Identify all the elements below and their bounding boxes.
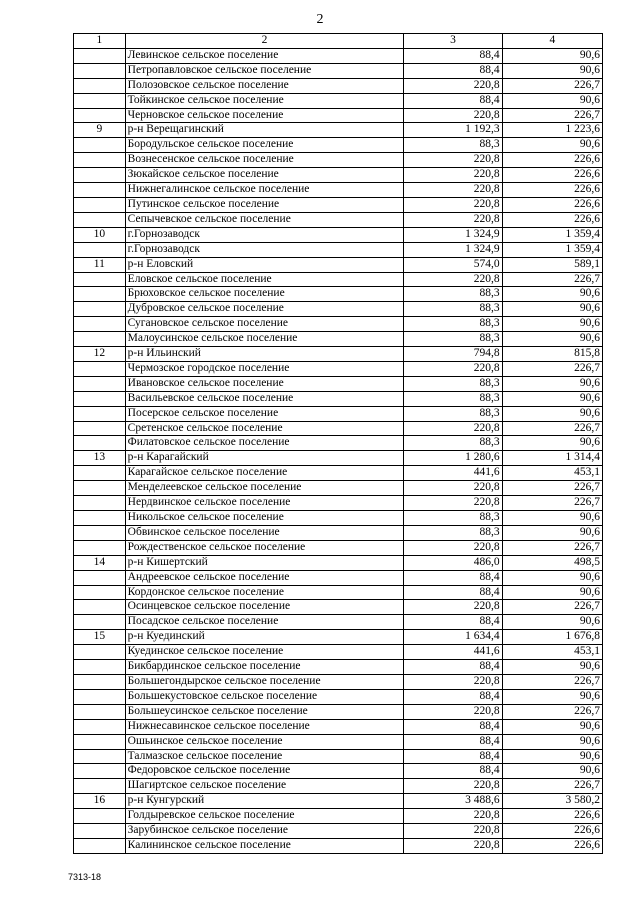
column-4-value-cell: 226,6 [502, 197, 602, 212]
row-number-cell [74, 48, 126, 63]
column-3-value-cell: 220,8 [404, 197, 502, 212]
table-row [74, 317, 603, 332]
municipality-name-cell: г.Горнозаводск [125, 242, 404, 257]
column-4-value-cell: 90,6 [502, 719, 602, 734]
column-4-value-cell: 90,6 [502, 406, 602, 421]
row-number-cell [74, 466, 126, 481]
column-4-value-cell: 226,6 [502, 153, 602, 168]
column-4-value-cell: 453,1 [502, 645, 602, 660]
column-3-value-cell: 220,8 [404, 421, 502, 436]
table-row [74, 361, 603, 376]
column-4-value-cell: 90,6 [502, 615, 602, 630]
column-3-value-cell: 1 634,4 [404, 630, 502, 645]
table-row [74, 421, 603, 436]
table-row [74, 332, 603, 347]
column-3-value-cell: 574,0 [404, 257, 502, 272]
column-4-value-cell: 226,7 [502, 496, 602, 511]
table-row [74, 78, 603, 93]
column-4-value-cell: 226,7 [502, 704, 602, 719]
column-4-value-cell: 498,5 [502, 555, 602, 570]
column-3-value-cell: 88,4 [404, 63, 502, 78]
row-number-cell [74, 615, 126, 630]
column-4-value-cell: 226,6 [502, 809, 602, 824]
row-number-cell [74, 421, 126, 436]
table-row [74, 615, 603, 630]
column-4-value-cell: 226,6 [502, 183, 602, 198]
table-row [74, 645, 603, 660]
table-row [74, 481, 603, 496]
municipality-name-cell: Андреевское сельское поселение [125, 570, 404, 585]
row-number-cell: 15 [74, 630, 126, 645]
column-4-value-cell: 90,6 [502, 138, 602, 153]
table-row [74, 406, 603, 421]
table-row [74, 496, 603, 511]
municipality-name-cell: Посадское сельское поселение [125, 615, 404, 630]
row-number-cell [74, 570, 126, 585]
municipality-name-cell: Бородульское сельское поселение [125, 138, 404, 153]
column-header-2: 2 [125, 34, 404, 49]
row-number-cell [74, 376, 126, 391]
table-row [74, 764, 603, 779]
table-row [74, 779, 603, 794]
table-row [74, 719, 603, 734]
municipality-name-cell: Голдыревское сельское поселение [125, 809, 404, 824]
row-number-cell: 14 [74, 555, 126, 570]
table-row-district [74, 123, 603, 138]
table-row-district [74, 630, 603, 645]
municipality-name-cell: р-н Кишертский [125, 555, 404, 570]
municipality-name-cell: Карагайское сельское поселение [125, 466, 404, 481]
row-number-cell [74, 749, 126, 764]
row-number-cell [74, 496, 126, 511]
column-4-value-cell: 453,1 [502, 466, 602, 481]
column-4-value-cell: 90,6 [502, 332, 602, 347]
row-number-cell [74, 317, 126, 332]
column-4-value-cell: 815,8 [502, 347, 602, 362]
table-row [74, 525, 603, 540]
column-3-value-cell: 794,8 [404, 347, 502, 362]
row-number-cell [74, 153, 126, 168]
municipality-name-cell: Петропавловское сельское поселение [125, 63, 404, 78]
table-row [74, 838, 603, 853]
row-number-cell [74, 183, 126, 198]
column-3-value-cell: 220,8 [404, 824, 502, 839]
column-4-value-cell: 90,6 [502, 585, 602, 600]
table-row [74, 570, 603, 585]
municipality-name-cell: р-н Карагайский [125, 451, 404, 466]
row-number-cell: 11 [74, 257, 126, 272]
row-number-cell [74, 704, 126, 719]
municipality-name-cell: Черновское сельское поселение [125, 108, 404, 123]
table-row [74, 138, 603, 153]
row-number-cell [74, 585, 126, 600]
column-3-value-cell: 220,8 [404, 600, 502, 615]
column-3-value-cell: 88,3 [404, 525, 502, 540]
table-row-district [74, 794, 603, 809]
row-number-cell [74, 779, 126, 794]
row-number-cell [74, 436, 126, 451]
row-number-cell [74, 689, 126, 704]
row-number-cell [74, 63, 126, 78]
municipality-name-cell: Большеусинское сельское поселение [125, 704, 404, 719]
table-row-district [74, 257, 603, 272]
column-4-value-cell: 226,7 [502, 272, 602, 287]
column-4-value-cell: 90,6 [502, 749, 602, 764]
column-3-value-cell: 441,6 [404, 645, 502, 660]
table-row [74, 436, 603, 451]
column-3-value-cell: 88,4 [404, 615, 502, 630]
row-number-cell [74, 525, 126, 540]
municipality-name-cell: Филатовское сельское поселение [125, 436, 404, 451]
column-3-value-cell: 88,4 [404, 734, 502, 749]
row-number-cell [74, 734, 126, 749]
table-row [74, 197, 603, 212]
column-4-value-cell: 90,6 [502, 376, 602, 391]
row-number-cell [74, 287, 126, 302]
column-4-value-cell: 226,6 [502, 838, 602, 853]
table-row-district [74, 227, 603, 242]
column-4-value-cell: 226,7 [502, 674, 602, 689]
municipality-name-cell: Нижнесавинское сельское поселение [125, 719, 404, 734]
row-number-cell [74, 242, 126, 257]
allocation-table [73, 33, 603, 854]
row-number-cell [74, 511, 126, 526]
column-4-value-cell: 1 676,8 [502, 630, 602, 645]
table-row [74, 287, 603, 302]
column-3-value-cell: 88,4 [404, 689, 502, 704]
row-number-cell [74, 660, 126, 675]
column-3-value-cell: 88,4 [404, 764, 502, 779]
row-number-cell [74, 391, 126, 406]
column-3-value-cell: 88,3 [404, 287, 502, 302]
column-4-value-cell: 90,6 [502, 63, 602, 78]
table-row [74, 660, 603, 675]
municipality-name-cell: Еловское сельское поселение [125, 272, 404, 287]
municipality-name-cell: Зарубинское сельское поселение [125, 824, 404, 839]
row-number-cell [74, 645, 126, 660]
column-3-value-cell: 88,4 [404, 660, 502, 675]
municipality-name-cell: Левинское сельское поселение [125, 48, 404, 63]
municipality-name-cell: Осинцевское сельское поселение [125, 600, 404, 615]
row-number-cell [74, 272, 126, 287]
municipality-name-cell: Бикбардинское сельское поселение [125, 660, 404, 675]
column-4-value-cell: 589,1 [502, 257, 602, 272]
row-number-cell [74, 212, 126, 227]
row-number-cell [74, 764, 126, 779]
column-header-3: 3 [404, 34, 502, 49]
column-3-value-cell: 88,4 [404, 749, 502, 764]
column-3-value-cell: 220,8 [404, 361, 502, 376]
column-3-value-cell: 88,3 [404, 317, 502, 332]
municipality-name-cell: Васильевское сельское поселение [125, 391, 404, 406]
column-4-value-cell: 90,6 [502, 48, 602, 63]
column-4-value-cell: 90,6 [502, 764, 602, 779]
row-number-cell [74, 78, 126, 93]
municipality-name-cell: Федоровское сельское поселение [125, 764, 404, 779]
column-3-value-cell: 220,8 [404, 78, 502, 93]
column-4-value-cell: 90,6 [502, 93, 602, 108]
column-4-value-cell: 1 223,6 [502, 123, 602, 138]
row-number-cell [74, 302, 126, 317]
row-number-cell: 12 [74, 347, 126, 362]
column-4-value-cell: 90,6 [502, 570, 602, 585]
column-3-value-cell: 88,4 [404, 570, 502, 585]
municipality-name-cell: Чермозское городское поселение [125, 361, 404, 376]
municipality-name-cell: Вознесенское сельское поселение [125, 153, 404, 168]
column-3-value-cell: 1 324,9 [404, 242, 502, 257]
row-number-cell: 10 [74, 227, 126, 242]
municipality-name-cell: р-н Верещагинский [125, 123, 404, 138]
column-3-value-cell: 220,8 [404, 272, 502, 287]
municipality-name-cell: Брюховское сельское поселение [125, 287, 404, 302]
column-4-value-cell: 3 580,2 [502, 794, 602, 809]
municipality-name-cell: Сугановское сельское поселение [125, 317, 404, 332]
table-row [74, 391, 603, 406]
column-4-value-cell: 90,6 [502, 317, 602, 332]
municipality-name-cell: Обвинское сельское поселение [125, 525, 404, 540]
column-4-value-cell: 90,6 [502, 734, 602, 749]
table-row [74, 749, 603, 764]
column-4-value-cell: 90,6 [502, 391, 602, 406]
row-number-cell [74, 197, 126, 212]
table-row [74, 540, 603, 555]
table-row [74, 734, 603, 749]
table-header-row [74, 34, 603, 49]
municipality-name-cell: Ошьинское сельское поселение [125, 734, 404, 749]
table-row [74, 212, 603, 227]
municipality-name-cell: Калининское сельское поселение [125, 838, 404, 853]
column-4-value-cell: 1 314,4 [502, 451, 602, 466]
municipality-name-cell: Менделеевское сельское поселение [125, 481, 404, 496]
column-4-value-cell: 226,7 [502, 779, 602, 794]
municipality-name-cell: г.Горнозаводск [125, 227, 404, 242]
column-4-value-cell: 226,7 [502, 421, 602, 436]
column-3-value-cell: 441,6 [404, 466, 502, 481]
column-3-value-cell: 88,3 [404, 332, 502, 347]
table-row-district [74, 555, 603, 570]
table-row [74, 809, 603, 824]
row-number-cell [74, 719, 126, 734]
column-4-value-cell: 1 359,4 [502, 242, 602, 257]
municipality-name-cell: Большегондырское сельское поселение [125, 674, 404, 689]
municipality-name-cell: Полозовское сельское поселение [125, 78, 404, 93]
column-4-value-cell: 226,7 [502, 78, 602, 93]
column-3-value-cell: 220,8 [404, 496, 502, 511]
table-row-district [74, 347, 603, 362]
table-row [74, 153, 603, 168]
table-row [74, 183, 603, 198]
column-4-value-cell: 226,7 [502, 108, 602, 123]
column-3-value-cell: 220,8 [404, 704, 502, 719]
row-number-cell [74, 540, 126, 555]
column-3-value-cell: 88,3 [404, 436, 502, 451]
column-3-value-cell: 88,4 [404, 719, 502, 734]
column-4-value-cell: 90,6 [502, 287, 602, 302]
row-number-cell [74, 108, 126, 123]
page-number: 2 [316, 12, 324, 27]
table-row [74, 63, 603, 78]
municipality-name-cell: Посерское сельское поселение [125, 406, 404, 421]
municipality-name-cell: р-н Ильинский [125, 347, 404, 362]
column-3-value-cell: 88,3 [404, 406, 502, 421]
column-3-value-cell: 486,0 [404, 555, 502, 570]
row-number-cell [74, 168, 126, 183]
column-4-value-cell: 226,6 [502, 168, 602, 183]
municipality-name-cell: Нердвинское сельское поселение [125, 496, 404, 511]
column-4-value-cell: 226,6 [502, 212, 602, 227]
municipality-name-cell: р-н Кунгурский [125, 794, 404, 809]
row-number-cell: 13 [74, 451, 126, 466]
municipality-name-cell: Нижнегалинское сельское поселение [125, 183, 404, 198]
column-3-value-cell: 1 192,3 [404, 123, 502, 138]
row-number-cell [74, 406, 126, 421]
table-row [74, 376, 603, 391]
column-4-value-cell: 226,7 [502, 540, 602, 555]
column-3-value-cell: 3 488,6 [404, 794, 502, 809]
column-header-4: 4 [502, 34, 602, 49]
table-row [74, 48, 603, 63]
row-number-cell [74, 481, 126, 496]
column-3-value-cell: 88,3 [404, 391, 502, 406]
column-3-value-cell: 220,8 [404, 809, 502, 824]
column-3-value-cell: 220,8 [404, 168, 502, 183]
row-number-cell [74, 674, 126, 689]
row-number-cell [74, 838, 126, 853]
row-number-cell: 16 [74, 794, 126, 809]
row-number-cell [74, 824, 126, 839]
column-4-value-cell: 226,7 [502, 600, 602, 615]
column-3-value-cell: 220,8 [404, 779, 502, 794]
table-row [74, 824, 603, 839]
municipality-name-cell: Ивановское сельское поселение [125, 376, 404, 391]
municipality-name-cell: Никольское сельское поселение [125, 511, 404, 526]
column-3-value-cell: 88,4 [404, 48, 502, 63]
column-4-value-cell: 90,6 [502, 689, 602, 704]
row-number-cell [74, 809, 126, 824]
row-number-cell [74, 361, 126, 376]
column-3-value-cell: 88,4 [404, 585, 502, 600]
column-3-value-cell: 88,4 [404, 93, 502, 108]
row-number-cell [74, 332, 126, 347]
column-3-value-cell: 220,8 [404, 674, 502, 689]
column-3-value-cell: 88,3 [404, 511, 502, 526]
column-3-value-cell: 1 324,9 [404, 227, 502, 242]
column-4-value-cell: 226,7 [502, 481, 602, 496]
column-header-1: 1 [74, 34, 126, 49]
row-number-cell [74, 138, 126, 153]
row-number-cell: 9 [74, 123, 126, 138]
column-4-value-cell: 226,6 [502, 824, 602, 839]
municipality-name-cell: Сепычевское сельское поселение [125, 212, 404, 227]
municipality-name-cell: Куединское сельское поселение [125, 645, 404, 660]
municipality-name-cell: Малоусинское сельское поселение [125, 332, 404, 347]
column-4-value-cell: 90,6 [502, 302, 602, 317]
table-row [74, 704, 603, 719]
column-4-value-cell: 1 359,4 [502, 227, 602, 242]
municipality-name-cell: Шагиртское сельское поселение [125, 779, 404, 794]
municipality-name-cell: р-н Куединский [125, 630, 404, 645]
column-3-value-cell: 220,8 [404, 153, 502, 168]
table-body [74, 48, 603, 853]
table-row [74, 689, 603, 704]
table-row [74, 168, 603, 183]
table-row [74, 600, 603, 615]
row-number-cell [74, 600, 126, 615]
row-number-cell [74, 93, 126, 108]
column-4-value-cell: 90,6 [502, 511, 602, 526]
municipality-name-cell: р-н Еловский [125, 257, 404, 272]
column-3-value-cell: 220,8 [404, 108, 502, 123]
column-4-value-cell: 90,6 [502, 436, 602, 451]
column-3-value-cell: 220,8 [404, 481, 502, 496]
municipality-name-cell: Большекустовское сельское поселение [125, 689, 404, 704]
municipality-name-cell: Путинское сельское поселение [125, 197, 404, 212]
municipality-name-cell: Кордонское сельское поселение [125, 585, 404, 600]
municipality-name-cell: Талмазское сельское поселение [125, 749, 404, 764]
column-3-value-cell: 88,3 [404, 376, 502, 391]
table-row [74, 585, 603, 600]
column-3-value-cell: 220,8 [404, 212, 502, 227]
column-4-value-cell: 90,6 [502, 660, 602, 675]
table-row-district [74, 451, 603, 466]
table-row [74, 466, 603, 481]
table-row [74, 674, 603, 689]
column-4-value-cell: 90,6 [502, 525, 602, 540]
column-3-value-cell: 220,8 [404, 540, 502, 555]
municipality-name-cell: Сретенское сельское поселение [125, 421, 404, 436]
municipality-name-cell: Рождественское сельское поселение [125, 540, 404, 555]
column-3-value-cell: 88,3 [404, 302, 502, 317]
column-4-value-cell: 226,7 [502, 361, 602, 376]
municipality-name-cell: Дубровское сельское поселение [125, 302, 404, 317]
document-code: 7313-18 [68, 872, 102, 882]
table-row [74, 93, 603, 108]
table-row [74, 511, 603, 526]
column-3-value-cell: 88,3 [404, 138, 502, 153]
column-3-value-cell: 1 280,6 [404, 451, 502, 466]
column-3-value-cell: 220,8 [404, 183, 502, 198]
municipality-name-cell: Зюкайское сельское поселение [125, 168, 404, 183]
table-row [74, 302, 603, 317]
table-row [74, 242, 603, 257]
column-3-value-cell: 220,8 [404, 838, 502, 853]
table-row [74, 108, 603, 123]
municipality-name-cell: Тойкинское сельское поселение [125, 93, 404, 108]
table-row [74, 272, 603, 287]
